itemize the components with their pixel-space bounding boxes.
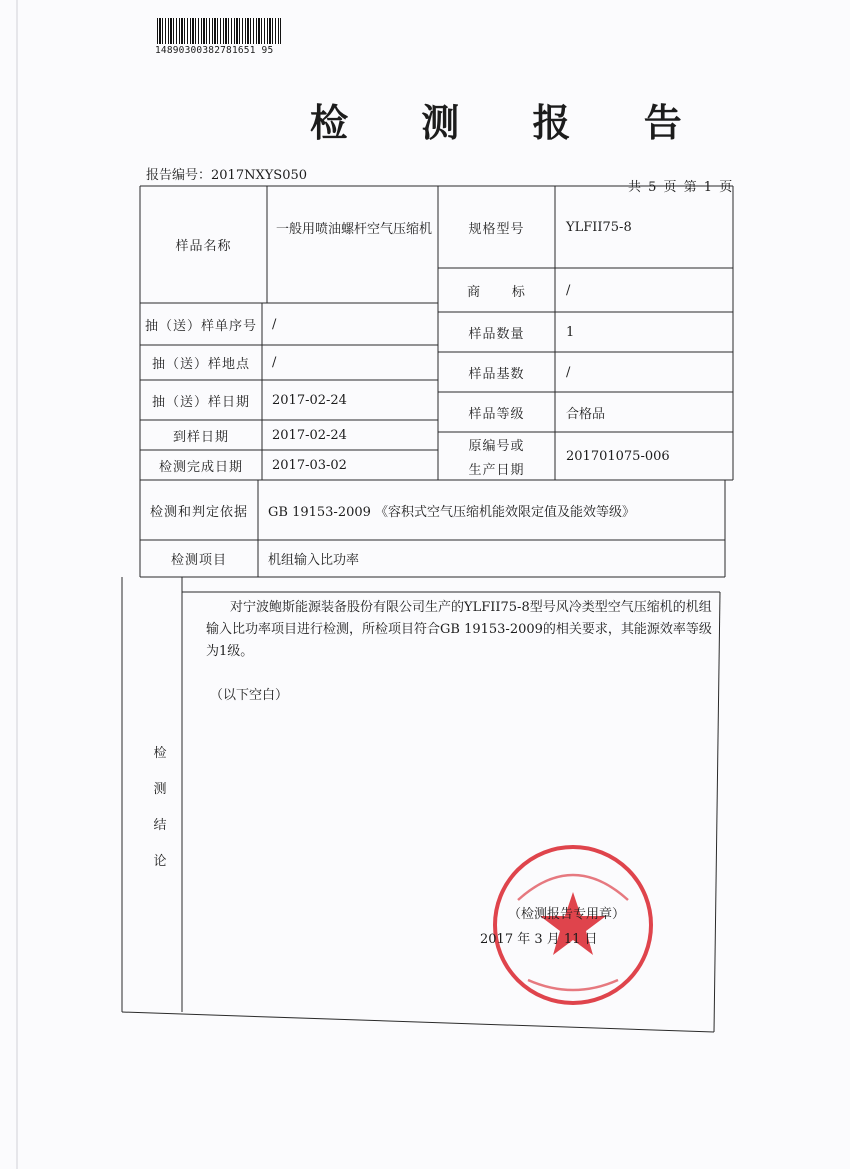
official-seal-icon [488, 840, 658, 1010]
model-label: 规格型号 [468, 221, 525, 237]
sample-date-value: 2017-02-24 [272, 392, 347, 408]
sample-name-label: 样品名称 [175, 239, 232, 254]
base-label: 样品基数 [468, 366, 525, 382]
item-value: 机组输入比功率 [268, 553, 360, 568]
finish-value: 2017-03-02 [272, 457, 347, 473]
orig-label-line2: 生产日期 [468, 462, 525, 478]
grade-label: 样品等级 [468, 406, 525, 422]
report-title: 检 测 报 告 [310, 100, 712, 145]
base-value: / [566, 364, 571, 380]
conclusion-label-char: 论 [153, 854, 167, 869]
serial-value: / [272, 316, 277, 332]
conclusion-label-char: 结 [153, 818, 167, 833]
brand-label: 商 标 [467, 284, 526, 300]
sample-date-label: 抽（送）样日期 [151, 394, 250, 410]
grade-value: 合格品 [566, 406, 606, 422]
serial-label: 抽（送）样单序号 [144, 318, 257, 334]
arrival-label: 到样日期 [172, 429, 229, 445]
conclusion-label-char: 检 [153, 746, 167, 761]
stamp-note: （检测报告专用章） [508, 907, 626, 922]
conclusion-label [150, 736, 170, 880]
item-label: 检测项目 [170, 553, 227, 568]
orig-value: 201701075-006 [566, 448, 670, 464]
orig-label-line1: 原编号或 [468, 438, 525, 454]
qty-label: 样品数量 [468, 326, 525, 342]
basis-value: GB 19153-2009 《容积式空气压缩机能效限定值及能效等级》 [268, 504, 636, 520]
barcode-number: 14890300382781651 95 [155, 45, 274, 56]
brand-value: / [566, 282, 571, 298]
sample-name-value: 一般用喷油螺杆空气压缩机 [276, 222, 433, 237]
finish-label: 检测完成日期 [158, 459, 243, 475]
blank-note: （以下空白） [210, 688, 289, 703]
conclusion-text: 对宁波鲍斯能源装备股份有限公司生产的YLFII75-8型号风冷类型空气压缩机的机组输入比功率项目进行检测，所检项目符合GB 19153-2009的相关要求，其能源效率等级为1级。 [206, 600, 712, 659]
page-indicator: 共 5 页 第 1 页 [628, 180, 733, 195]
arrival-value: 2017-02-24 [272, 427, 347, 443]
place-value: / [272, 355, 277, 370]
report-number: 报告编号：2017NXYS050 [146, 168, 308, 183]
model-value: YLFII75-8 [566, 219, 632, 235]
place-label: 抽（送）样地点 [151, 357, 250, 372]
basis-label: 检测和判定依据 [149, 504, 248, 520]
stamp-date: 2017 年 3 月 11 日 [480, 932, 598, 947]
qty-value: 1 [566, 324, 575, 340]
conclusion-label-char: 测 [153, 782, 167, 797]
